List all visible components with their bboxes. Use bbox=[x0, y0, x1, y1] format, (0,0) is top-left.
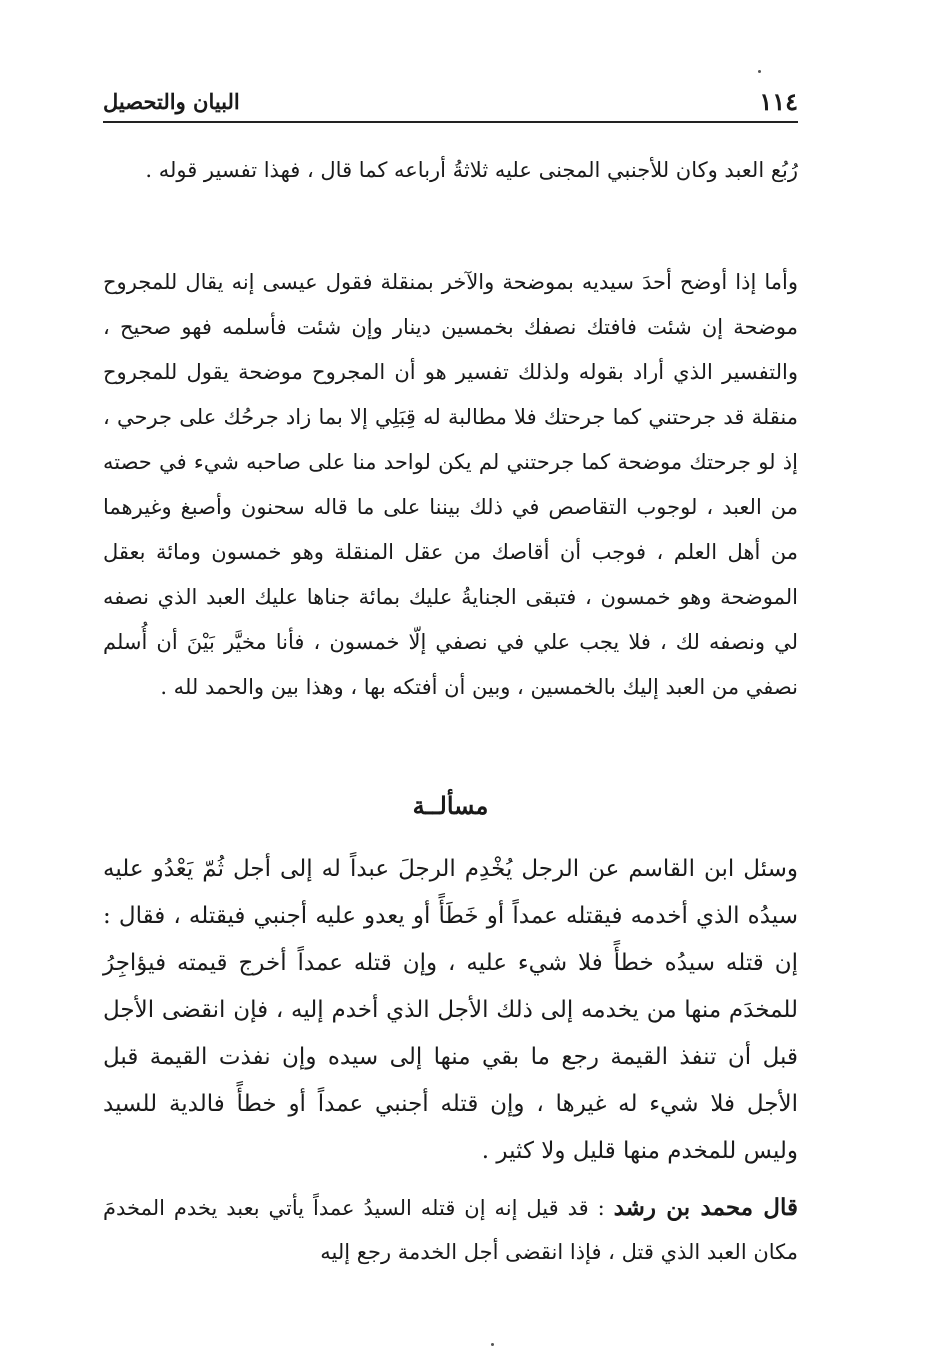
scan-speck bbox=[491, 1343, 494, 1346]
page-number: ١١٤ bbox=[759, 87, 798, 116]
paragraph-1: رُبُع العبد وكان للأجنبي المجنى عليه ثلاثةُ أرباعه كما قال ، فهذا تفسير قوله . bbox=[145, 158, 798, 182]
paragraph-4-text: : قد قيل إنه إن قتله السيدُ عمداً يأتي بعبد يخدم المخدمَ مكان العبد الذي قتل ، فإذا انقضى أجل الخدمة رجع إليه bbox=[103, 1196, 798, 1264]
section-heading: مسألــة bbox=[412, 791, 489, 820]
scan-speck bbox=[758, 70, 761, 73]
paragraph-4 bbox=[103, 1186, 798, 1274]
page-header bbox=[103, 86, 798, 118]
header-rule bbox=[103, 121, 798, 123]
paragraph-3: وسئل ابن القاسم عن الرجل يُخْدِم الرجلَ عبداً له إلى أجل ثُمّ يَعْدُو عليه سيدُه الذي أخدمه فيقتله عمداً أو خَطَأً أو يعدو عليه أجنبي فيقتله ، فقال : إن قتله سيدُه خطأً فلا شيء عليه ، وإن قتله عمداً أخرج قيمته فيؤاجِرُ للمخدَم منها من يخدمه إلى ذلك الأجل الذي أخدم إليه ، فإن انقضى الأجل قبل أن تنفذ القيمة رجع ما بقي منها إلى سيده وإن نفذت القيمة قبل الأجل فلا شيء له غيرها ، وإن قتله أجنبي عمداً أو خطأً فالدية للسيد وليس للمخدم منها قليل ولا كثير . bbox=[103, 856, 798, 1164]
paragraph-2: وأما إذا أوضح أحدَ سيديه بموضحة والآخر بمنقلة فقول عيسى إنه يقال للمجروح موضحة إن شئت فافتك نصفك بخمسين دينار وإن شئت فأسلمه فهو صحيح ، والتفسير الذي أراد بقوله ولذلك تفسير هو أن المجروح موضحة يقول للمجروح منقلة قد جرحتني كما جرحتك فلا مطالبة له قِبَلِي إلا بما زاد جرحُك على جرحي ، إذ لو جرحتك موضحة كما جرحتني لم يكن لواحد منا على صاحبه شيء في حصته من العبد ، لوجوب التقاصص في ذلك بيننا على ما قاله سحنون وأصبغ وغيرهما من أهل العلم ، فوجب أن أقاصك من عقل المنقلة وهو خمسون ومائة بعقل الموضحة وهو خمسون ، فتبقى الجنايةُ عليك بمائة جناها عليك العبد الذي نصفه لي ونصفه لك ، فلا يجب علي في نصفي إلّا خمسون ، فأنا مخيَّر بَيْنَ أن أُسلم نصفي من العبد إليك بالخمسين ، وبين أن أفتكه بها ، وهذا بين والحمد لله . bbox=[103, 270, 798, 699]
paragraph-4-lead: قال محمد بن رشد bbox=[613, 1194, 798, 1221]
running-title: البيان والتحصيل bbox=[103, 89, 240, 114]
